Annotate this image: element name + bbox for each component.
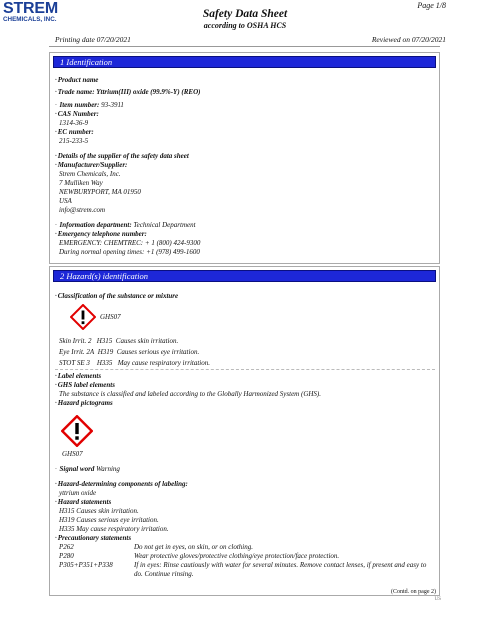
hazard-row: [59, 348, 199, 357]
email-link[interactable]: info@strem.com: [59, 206, 106, 214]
printing-date: Printing date 07/20/2021: [55, 35, 131, 44]
item-number-label: Item number:: [59, 101, 100, 109]
ghs-code-label: GHS07: [100, 313, 121, 321]
address-line: NEWBURYPORT, MA 01950: [59, 188, 141, 196]
logo-mark: STREM: [3, 0, 59, 17]
section-1-title: 1 Identification: [53, 56, 436, 68]
information-department-row: [55, 221, 196, 230]
signal-word-label: Signal word: [59, 465, 95, 473]
precautionary-label: · Precautionary statements: [55, 534, 131, 543]
pictograms-label: · Hazard pictograms: [55, 399, 113, 408]
region-mark: US: [434, 597, 441, 602]
section-hazard-identification: [49, 266, 440, 596]
cas-label: · CAS Number:: [55, 110, 99, 119]
hazard-statement: H319 Causes serious eye irritation.: [59, 516, 159, 524]
emergency-label: · Emergency telephone number:: [55, 230, 147, 239]
section-2-title: 2 Hazard(s) identification: [53, 270, 436, 282]
info-dept-label: Information department:: [59, 221, 132, 229]
hazard-components-label: · Hazard-determining components of labeling:: [55, 480, 188, 489]
precautionary-code: P262: [59, 543, 74, 551]
logo-subtitle: CHEMICALS, INC.: [3, 16, 57, 23]
document-title: Safety Data Sheet: [202, 8, 288, 20]
precautionary-text: If in eyes: Rinse cautiously with water for several minutes. Remove contact lenses, if present and easy to do. Continue rinsing.: [134, 561, 427, 578]
hazard-statement: H335 May cause respiratory irritation.: [59, 525, 169, 533]
product-name-label: · Product name: [55, 76, 98, 85]
precautionary-text: Do not get in eyes, on skin, or on clothing.: [134, 543, 253, 551]
ec-value: 215-233-5: [59, 137, 89, 145]
label-elements-label: · Label elements: [55, 372, 101, 381]
address-line: Strem Chemicals, Inc.: [59, 170, 121, 178]
exclamation-pictogram-icon: [61, 415, 93, 447]
document-subtitle: according to OSHA HCS: [203, 21, 287, 30]
office-number: During normal opening times: +1 (978) 499-1600: [59, 248, 200, 256]
hazard-text: May cause respiratory irritation.: [117, 359, 210, 367]
hazard-class: STOT SE 3: [59, 359, 90, 367]
reviewed-date: Reviewed on 07/20/2021: [371, 35, 446, 44]
section-identification: [49, 52, 440, 264]
hazard-row: [59, 337, 178, 346]
item-number-row: [55, 101, 124, 110]
item-number-value: 93-3911: [101, 101, 124, 109]
address-line: USA: [59, 197, 72, 205]
hazard-text: Causes serious eye irritation.: [116, 348, 200, 356]
info-dept-value: Technical Department: [133, 221, 196, 229]
hazard-text: Causes skin irritation.: [115, 337, 179, 345]
manufacturer-label: · Manufacturer/Supplier:: [55, 161, 127, 170]
signal-word-row: [55, 465, 120, 474]
page-number: Page 1/8: [417, 1, 446, 10]
precautionary-code: P305+P351+P338: [59, 561, 113, 569]
hazard-statement: H315 Causes skin irritation.: [59, 507, 139, 515]
ghs-label-elements-label: · GHS label elements: [55, 381, 115, 390]
precautionary-text: Wear protective gloves/protective clothing/eye protection/face protection.: [134, 552, 340, 560]
hazard-code: H315: [96, 337, 113, 345]
trade-name: · Trade name: Yttrium(III) oxide (99.9%-Y) (REO): [55, 88, 200, 97]
ec-label: · EC number:: [55, 128, 94, 137]
hazard-code: H319: [97, 348, 114, 356]
hazard-row: [59, 359, 210, 368]
cas-value: 1314-36-9: [59, 119, 89, 127]
exclamation-pictogram-icon: [70, 304, 96, 330]
emergency-number: EMERGENCY: CHEMTREC: + 1 (800) 424-9300: [59, 239, 201, 247]
hazard-component: yttrium oxide: [59, 489, 97, 497]
hazard-code: H335: [96, 359, 113, 367]
classification-label: · Classification of the substance or mixture: [55, 292, 178, 301]
continued-note: (Contd. on page 2): [391, 589, 436, 595]
pictogram-code: GHS07: [62, 450, 83, 458]
hazard-statements-label: · Hazard statements: [55, 498, 111, 507]
header-divider: [49, 46, 440, 47]
signal-word-value: Warning: [96, 465, 120, 473]
hazard-class: Eye Irrit. 2A: [59, 348, 95, 356]
hazard-class: Skin Irrit. 2: [59, 337, 92, 345]
supplier-details-label: · Details of the supplier of the safety data sheet: [55, 152, 189, 161]
address-line: 7 Mulliken Way: [59, 179, 103, 187]
ghs-statement: The substance is classified and labeled according to the Globally Harmonized System (GHS).: [59, 390, 322, 398]
section-divider: [55, 369, 435, 370]
precautionary-code: P280: [59, 552, 74, 560]
